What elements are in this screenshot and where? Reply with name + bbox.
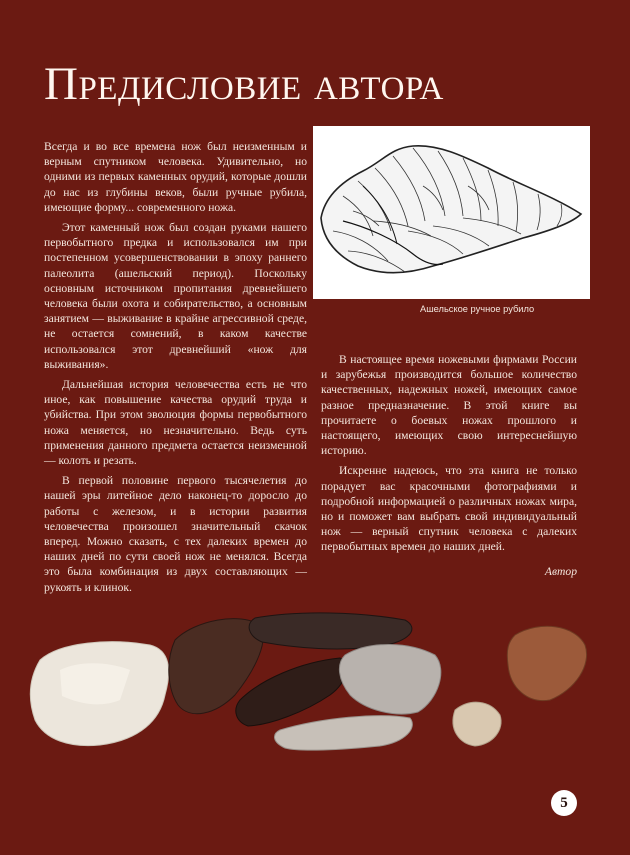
left-text-column xyxy=(44,139,307,600)
paragraph: Всегда и во все времена нож был неизменным и верным спутником человека. Удивительно, но одними из первых каменных орудий, которые дошли до нас из глубины веков, были ручные рубила, имеющие форму... современного ножа. xyxy=(44,140,307,214)
stone-tools-photo xyxy=(0,600,630,760)
paragraph: Дальнейшая история человечества есть не что иное, как повышение качества орудий труда и убийства. При этом эволюция формы первобытного ножа меняется, но незначительно. Ведь суть применения данного предмета остается неизменной — колоть и резать. xyxy=(44,378,307,468)
grey-flint-stone xyxy=(339,644,440,714)
paragraph: В настоящее время ножевыми фирмами России и зарубежья производится большое количество качественных, надежных ножей, имеющих самое разное предназначение. В этой книге вы прочитаете о боевых ножах прошлого и настоящего, имеющих свою интереснейшую историю. xyxy=(321,353,577,458)
brown-flint-stone xyxy=(507,626,586,700)
small-tan-flake xyxy=(453,702,501,746)
paragraph: Искренне надеюсь, что эта книга не только порадует вас красочными фотографиями и подробной информацией о различных ножах мира, но и поможет вам выбрать свой индивидуальный нож — верный спутник человека с далеких первобытных времен до наших дней. xyxy=(321,464,577,554)
page-number: 5 xyxy=(551,790,577,816)
author-signature: Автор xyxy=(544,564,577,578)
flat-grey-blade xyxy=(275,716,413,751)
hand-axe-drawing xyxy=(313,126,590,299)
page-title: Предисловие автора xyxy=(44,58,444,110)
right-text-column xyxy=(321,352,577,579)
long-dark-blade xyxy=(249,613,412,649)
paragraph: В первой половине первого тысячелетия до нашей эры литейное дело наконец-то доросло до работы с железом, и в истории развития человечества произошел значительный скачок вперед. Можно сказать, с тех далеких времен до наших дней по сути своей нож не менялся. Всегда это была комбинация из двух составляющих — рукоять и клинок. xyxy=(44,474,307,594)
hand-axe-illustration xyxy=(313,126,590,299)
paragraph: Этот каменный нож был создан руками нашего первобытного предка и использовался им при постепенном усовершенствовании в эпоху раннего палеолита (ашельский период). Поскольку основным источником пропитания древнейшего человека были охота и собирательство, а основным занятием — выживание в крайне агрессивной среде, не остается сомнений, в каком качестве использовался этот древнейший «нож для выживания». xyxy=(44,221,307,371)
illustration-caption: Ашельское ручное рубило xyxy=(420,304,535,314)
